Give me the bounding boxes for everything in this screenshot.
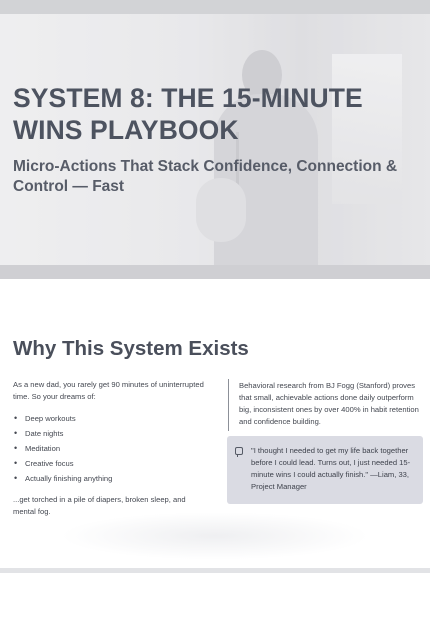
testimonial-quote: "I thought I needed to get my life back together before I could lead. Turns out, I just needed 15-minute wins I could actually finish." —Liam, 33, Project Manager [251, 446, 411, 491]
list-item: • Meditation [13, 441, 208, 456]
section-heading: Why This System Exists [13, 337, 249, 360]
bottom-divider-bar [0, 568, 430, 573]
left-column [13, 379, 208, 518]
testimonial-callout [227, 436, 423, 504]
list-item: • Date nights [13, 426, 208, 441]
page-title: SYSTEM 8: THE 15-MINUTE WINS PLAYBOOK [13, 83, 363, 145]
page-subtitle: Micro-Actions That Stack Confidence, Connection & Control — Fast [13, 158, 398, 195]
dream-list [13, 411, 208, 486]
list-item: • Creative focus [13, 456, 208, 471]
chat-bubble-icon [235, 447, 243, 455]
outro-text: ...get torched in a pile of diapers, broken sleep, and mental fog. [13, 495, 186, 516]
column-divider [228, 379, 229, 431]
list-item: • Deep workouts [13, 411, 208, 426]
list-item: • Actually finishing anything [13, 471, 208, 486]
hero-banner [0, 14, 430, 265]
research-text: Behavioral research from BJ Fogg (Stanford) proves that small, achievable actions done daily outperform big, inconsistent ones by over 400% in habit retention and confidence building. [239, 381, 419, 426]
faded-background-band [60, 512, 370, 560]
top-bar [0, 0, 430, 14]
hero-bottom-bar [0, 265, 430, 279]
intro-text: As a new dad, you rarely get 90 minutes of uninterrupted time. So your dreams of: [13, 380, 204, 401]
